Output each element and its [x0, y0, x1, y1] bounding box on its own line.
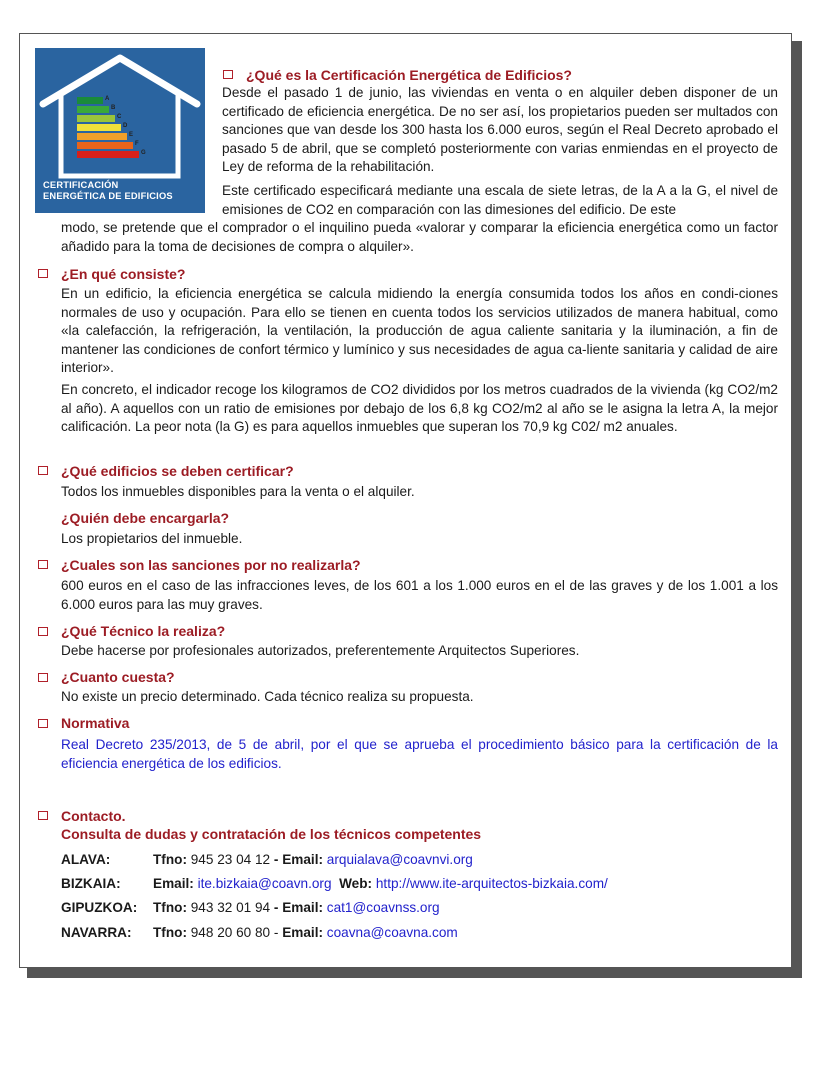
contact-info [153, 875, 608, 893]
paragraph-tecnico: Debe hacerse por profesionales autorizados, preferentemente Arquitectos Superiores. [61, 643, 580, 658]
normativa-link[interactable]: Real Decreto 235/2013, de 5 de abril, por el que se aprueba el procedimiento básico para la certificación de la eficiencia energética de los edificios. [61, 737, 778, 771]
paragraph-sanciones: 600 euros en el caso de las infracciones leves, de los 601 a los 1.000 euros en el de las graves y de los 1.001 a los 6.000 euros para las muy graves. [61, 578, 778, 612]
web-link[interactable]: http://www.ite-arquitectos-bizkaia.com/ [375, 876, 608, 891]
paragraph-que-es-2b: modo, se pretende que el comprador o el inquilino pueda «valorar y comparar la eficiencia energética como un factor añadido para la toma de decisiones de compra o alquiler». [61, 220, 778, 254]
contacto-subtitle: Consulta de dudas y contratación de los técnicos competentes [61, 826, 482, 842]
province-label: ALAVA: [61, 852, 111, 867]
contact-info [153, 899, 440, 917]
bullet-checkbox [38, 627, 48, 636]
email-link[interactable]: arquialava@coavnvi.org [326, 852, 473, 867]
heading-contacto: Contacto. [61, 808, 126, 824]
phone-label: Tfno: [153, 925, 187, 940]
email-link[interactable]: cat1@coavnss.org [326, 900, 440, 915]
logo-caption-line1: CERTIFICACIÓN [43, 180, 119, 190]
bullet-checkbox [223, 70, 233, 79]
energy-certificate-logo [35, 48, 205, 213]
heading-normativa: Normativa [61, 715, 130, 731]
letter-b: B [111, 105, 116, 111]
letter-g: G [141, 150, 146, 156]
bullet-checkbox [38, 269, 48, 278]
letter-a: A [105, 96, 110, 102]
separator: - [270, 900, 283, 915]
email-link[interactable]: ite.bizkaia@coavn.org [197, 876, 332, 891]
email-link[interactable]: coavna@coavna.com [326, 925, 458, 940]
separator: - [270, 852, 283, 867]
heading-consiste: ¿En qué consiste? [61, 266, 186, 282]
contact-info [153, 924, 458, 942]
separator: - [270, 925, 283, 940]
province-label: GIPUZKOA: [61, 900, 138, 915]
letter-e: E [129, 132, 134, 138]
letter-f: F [135, 141, 139, 147]
bullet-checkbox [38, 673, 48, 682]
paragraph-quien: Los propietarios del inmueble. [61, 531, 243, 546]
bullet-checkbox [38, 466, 48, 475]
heading-quien: ¿Quién debe encargarla? [61, 510, 230, 526]
paragraph-que-es-2a: Este certificado especificará mediante una escala de siete letras, de la A a la G, el nivel de emisiones de CO2 en comparación con las dimesiones del edificio. De este [222, 183, 778, 217]
bullet-checkbox [38, 560, 48, 569]
logo-caption [43, 180, 173, 202]
email-label: Email: [282, 852, 324, 867]
email-label: Email: [282, 925, 324, 940]
bullet-checkbox [38, 719, 48, 728]
phone-number: 948 20 60 80 [190, 925, 271, 940]
paragraph-edificios: Todos los inmuebles disponibles para la venta o el alquiler. [61, 484, 415, 499]
phone-label: Tfno: [153, 852, 187, 867]
paragraph-que-es-1: Desde el pasado 1 de junio, las viviendas en venta o en alquiler deben disponer de un certificado de eficiencia energética. De no ser así, los propietarios pueden ser multados con sanciones que van desde los 300 hasta los 6.000 euros, según el Real Decreto aprobado el pasado 5 de abril, que se completó posteriormente con varias enmiendas en el proyecto de Ley de reforma de la rehabilitación. [222, 85, 778, 175]
heading-edificios: ¿Qué edificios se deben certificar? [61, 463, 294, 479]
province-label: NAVARRA: [61, 925, 132, 940]
heading-que-es: ¿Qué es la Certificación Energética de Edificios? [246, 67, 572, 83]
bullet-checkbox [38, 811, 48, 820]
logo-caption-line2: ENERGÉTICA DE EDIFICIOS [43, 191, 173, 201]
paragraph-cuesta: No existe un precio determinado. Cada técnico realiza su propuesta. [61, 689, 474, 704]
heading-sanciones: ¿Cuales son las sanciones por no realizarla? [61, 557, 361, 573]
paragraph-consiste-2: En concreto, el indicador recoge los kilogramos de CO2 divididos por los metros cuadrados de la vivienda (kg CO2/m2 al año). A aquellos con un ratio de emisiones por debajo de los 6,8 kg CO2/m2 al año se le asigna la letra A, la mejor calificación. La peor nota (la G) es para aquellos inmuebles que superan los 70,9 kg C02/ m2 anuales. [61, 382, 778, 435]
phone-number: 945 23 04 12 [190, 852, 271, 867]
email-label: Email: [153, 876, 194, 891]
letter-d: D [123, 123, 128, 129]
contact-info [153, 851, 473, 869]
paragraph-consiste-1: En un edificio, la eficiencia energética se calcula midiendo la energía consumida todos los años en condi-ciones normales de uso y ocupación. Para ello se tienen en cuenta todos los servicios utilizados de manera habitual, como «la calefacción, la refrigeración, la ventilación, la producción de agua caliente sanitaria y la iluminación, a fin de mantener las condiciones de confort térmico y lumínico y sus necesidades de agua ca-liente sanitaria y calidad de aire interior». [61, 286, 778, 376]
heading-tecnico: ¿Qué Técnico la realiza? [61, 623, 226, 639]
phone-number: 943 32 01 94 [190, 900, 271, 915]
web-label: Web: [339, 876, 373, 891]
heading-cuesta: ¿Cuanto cuesta? [61, 669, 175, 685]
letter-c: C [117, 114, 122, 120]
phone-label: Tfno: [153, 900, 187, 915]
province-label: BIZKAIA: [61, 876, 121, 891]
email-label: Email: [282, 900, 324, 915]
